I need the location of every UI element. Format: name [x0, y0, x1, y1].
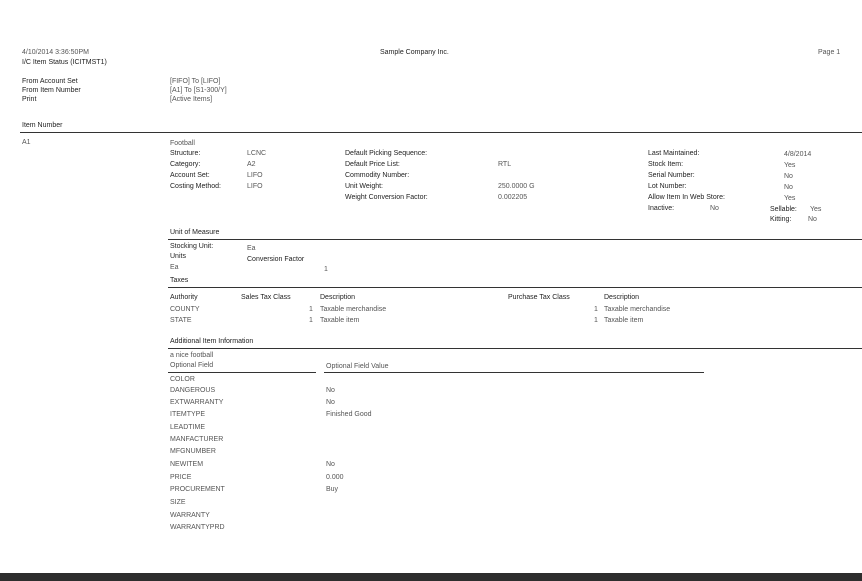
inactive-value: No	[710, 205, 719, 212]
tax-row-sales-class: 1	[309, 306, 313, 313]
costing-method-value: LIFO	[247, 183, 263, 190]
optional-field-value: No	[326, 399, 335, 406]
tax-row-authority: STATE	[170, 317, 192, 324]
optional-field-name: WARRANTYPRD	[170, 524, 225, 531]
criteria-value-print: [Active Items]	[170, 96, 213, 103]
optional-field-name: NEWITEM	[170, 461, 204, 468]
unit-weight-label: Unit Weight:	[345, 183, 383, 190]
stock-item-label: Stock Item:	[648, 161, 684, 168]
stock-item-value: Yes	[784, 162, 796, 169]
price-list-value: RTL	[498, 161, 512, 168]
optional-field-name: PRICE	[170, 474, 192, 481]
criteria-label-item-number: From Item Number	[22, 87, 81, 94]
optional-field-underline	[168, 372, 316, 373]
criteria-label-account-set: From Account Set	[22, 78, 78, 85]
tax-row-purchase-desc: Taxable item	[604, 317, 644, 324]
optional-field-name: LEADTIME	[170, 424, 206, 431]
optional-value-underline	[324, 372, 704, 373]
optional-field-name: MFGNUMBER	[170, 448, 216, 455]
optional-field-name: DANGEROUS	[170, 387, 216, 394]
serial-number-label: Serial Number:	[648, 172, 695, 179]
uom-conversion-header: Conversion Factor	[247, 256, 305, 263]
taxes-sales-desc-header: Description	[320, 294, 356, 301]
category-value: A2	[247, 161, 256, 168]
price-list-label: Default Price List:	[345, 161, 400, 168]
commodity-number-label: Commodity Number:	[345, 172, 410, 179]
lot-number-value: No	[784, 184, 793, 191]
uom-row-factor: 1	[324, 266, 328, 273]
optional-field-value: No	[326, 461, 335, 468]
tax-row-purchase-class: 1	[594, 317, 598, 324]
criteria-label-print: Print	[22, 96, 37, 103]
structure-value: LCNC	[247, 150, 267, 157]
serial-number-value: No	[784, 173, 793, 180]
sellable-label: Sellable:	[770, 206, 797, 213]
optional-field-value: No	[326, 387, 335, 394]
additional-title: Additional Item Information	[170, 338, 254, 345]
additional-divider	[168, 348, 862, 349]
tax-row-purchase-class: 1	[594, 306, 598, 313]
optional-field-value-header: Optional Field Value	[326, 363, 389, 370]
taxes-authority-header: Authority	[170, 294, 198, 301]
last-maintained-label: Last Maintained:	[648, 150, 700, 157]
criteria-value-account-set: [FIFO] To [LIFO]	[170, 78, 221, 85]
item-description: Football	[170, 140, 195, 147]
taxes-purchase-class-header: Purchase Tax Class	[508, 294, 570, 301]
web-store-label: Allow Item In Web Store:	[648, 194, 725, 201]
structure-label: Structure:	[170, 150, 201, 157]
stocking-unit-value: Ea	[247, 245, 256, 252]
kitting-label: Kitting:	[770, 216, 792, 223]
unit-weight-value: 250.0000 G	[498, 183, 535, 190]
item-number: A1	[22, 139, 31, 146]
optional-field-value: Finished Good	[326, 411, 372, 418]
account-set-label: Account Set:	[170, 172, 210, 179]
optional-field-value: Buy	[326, 486, 339, 493]
column-header-item-number: Item Number	[22, 122, 63, 129]
kitting-value: No	[808, 216, 817, 223]
optional-field-name: ITEMTYPE	[170, 411, 206, 418]
additional-text: a nice football	[170, 352, 214, 359]
optional-field-value: 0.000	[326, 474, 344, 481]
tax-row-sales-desc: Taxable merchandise	[320, 306, 387, 313]
optional-field-name: COLOR	[170, 376, 195, 383]
optional-field-name: WARRANTY	[170, 512, 210, 519]
optional-field-header: Optional Field	[170, 362, 214, 369]
report-title: I/C Item Status (ICITMST1)	[22, 59, 107, 66]
optional-field-name: PROCUREMENT	[170, 486, 225, 493]
viewer-bottom-bar	[0, 573, 862, 581]
uom-divider	[168, 239, 862, 240]
page-number: Page 1	[818, 49, 841, 56]
picking-sequence-label: Default Picking Sequence:	[345, 150, 428, 157]
lot-number-label: Lot Number:	[648, 183, 687, 190]
last-maintained-value: 4/8/2014	[784, 151, 812, 158]
taxes-sales-class-header: Sales Tax Class	[241, 294, 291, 301]
criteria-value-item-number: [A1] To [S1-300/Y]	[170, 87, 227, 94]
taxes-divider	[168, 287, 862, 288]
print-datetime: 4/10/2014 3:36:50PM	[22, 49, 89, 56]
company-name: Sample Company Inc.	[380, 49, 449, 56]
tax-row-purchase-desc: Taxable merchandise	[604, 306, 671, 313]
taxes-purchase-desc-header: Description	[604, 294, 640, 301]
account-set-value: LIFO	[247, 172, 263, 179]
web-store-value: Yes	[784, 195, 796, 202]
tax-row-sales-class: 1	[309, 317, 313, 324]
taxes-title: Taxes	[170, 277, 189, 284]
costing-method-label: Costing Method:	[170, 183, 221, 190]
uom-units-header: Units	[170, 253, 186, 260]
stocking-unit-label: Stocking Unit:	[170, 243, 214, 250]
tax-row-authority: COUNTY	[170, 306, 200, 313]
sellable-value: Yes	[810, 206, 822, 213]
category-label: Category:	[170, 161, 201, 168]
weight-conversion-value: 0.002205	[498, 194, 528, 201]
optional-field-name: MANFACTURER	[170, 436, 224, 443]
inactive-label: Inactive:	[648, 205, 675, 212]
tax-row-sales-desc: Taxable item	[320, 317, 360, 324]
uom-row-unit: Ea	[170, 264, 179, 271]
weight-conversion-label: Weight Conversion Factor:	[345, 194, 428, 201]
optional-field-name: EXTWARRANTY	[170, 399, 224, 406]
header-divider	[20, 132, 862, 133]
uom-title: Unit of Measure	[170, 229, 220, 236]
optional-field-name: SIZE	[170, 499, 186, 506]
